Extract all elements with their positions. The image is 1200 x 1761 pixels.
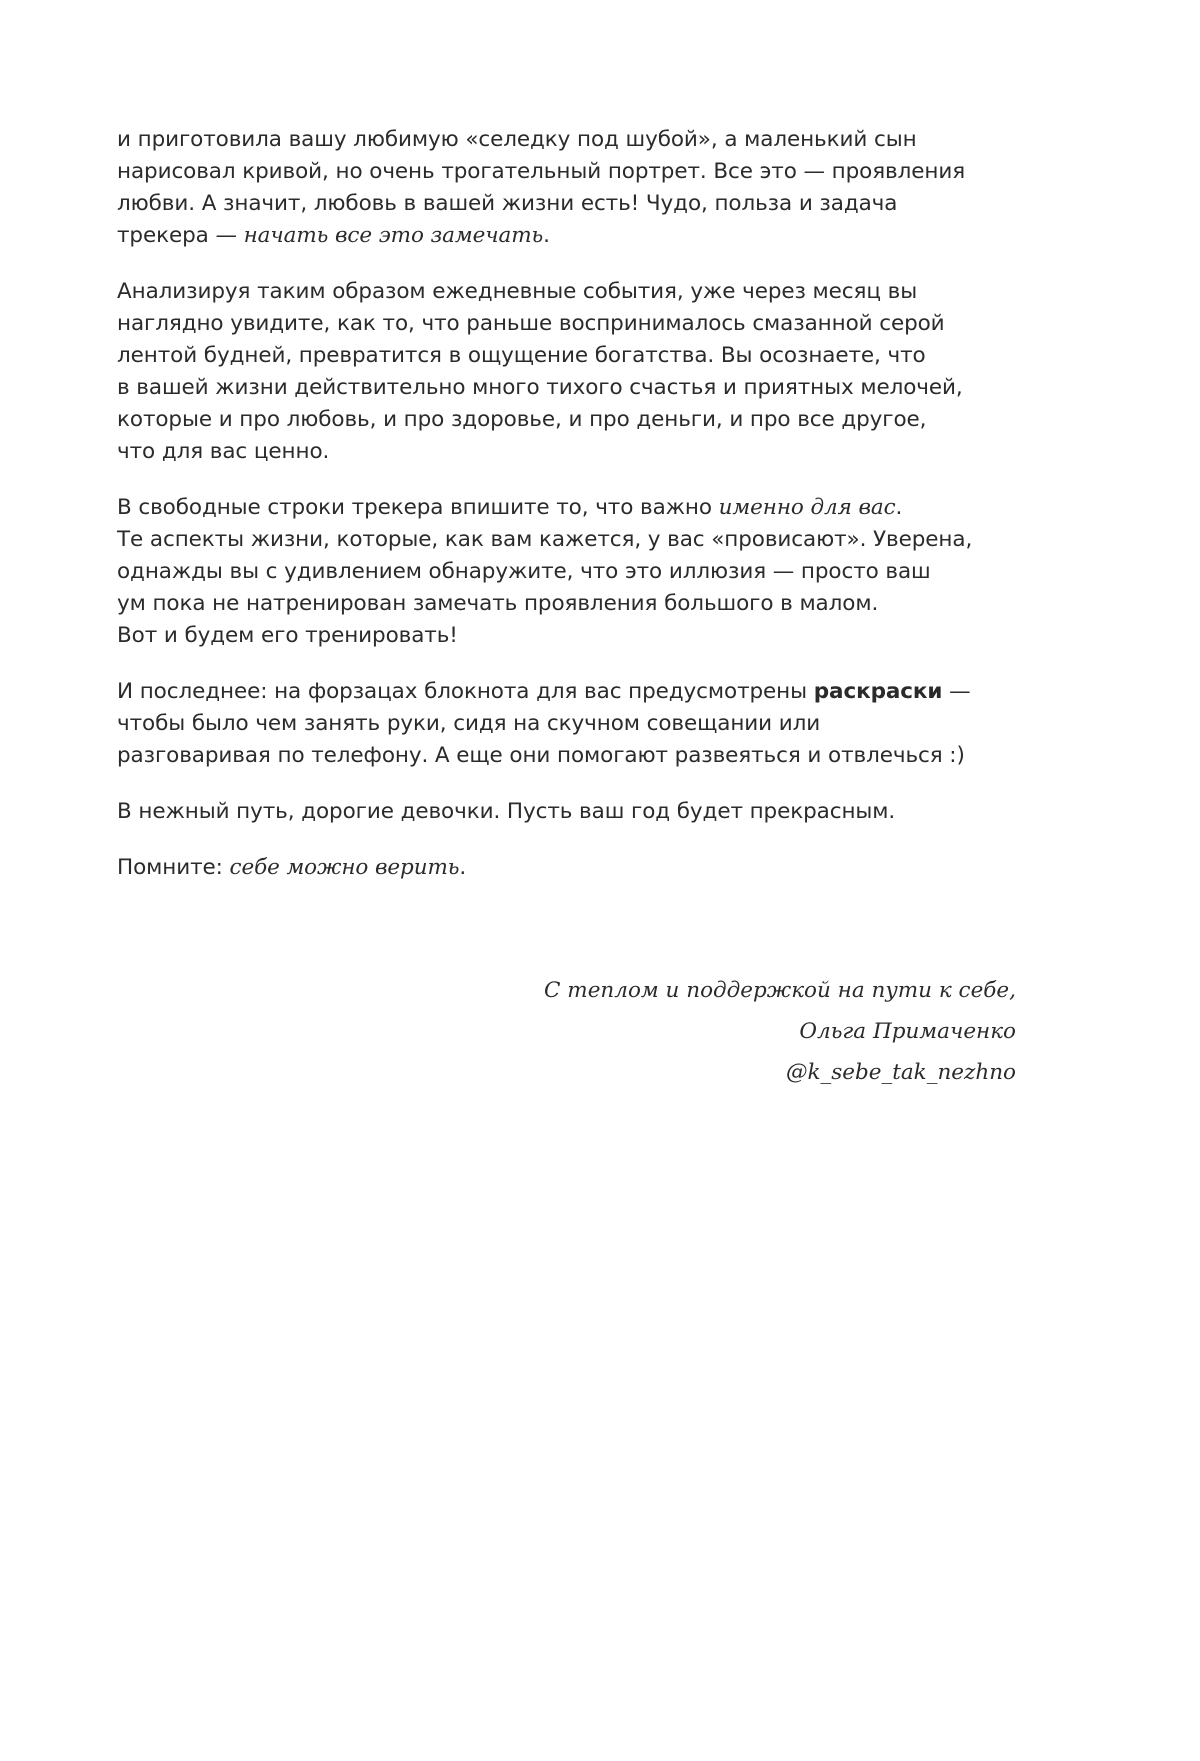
text-segment: . — [459, 855, 467, 880]
text-line — [117, 740, 1017, 772]
text-segment: трекера — — [117, 223, 244, 248]
text-line — [117, 588, 1017, 620]
text-line — [117, 220, 1017, 252]
text-segment: что для вас ценно. — [117, 439, 330, 464]
text-line — [117, 156, 1017, 188]
text-line — [117, 124, 1017, 156]
text-line — [117, 556, 1017, 588]
text-segment: . — [543, 223, 550, 248]
signature-block — [544, 970, 1016, 1093]
paragraph — [117, 276, 1017, 468]
text-line — [117, 796, 1017, 828]
text-segment: лентой будней, превратится в ощущение богатства. Вы осознаете, что — [117, 343, 926, 368]
emphasis-text: себе можно верить — [229, 855, 460, 880]
text-line — [117, 340, 1017, 372]
text-line — [117, 276, 1017, 308]
paragraph — [117, 492, 1017, 652]
text-segment: Помните: — [117, 855, 230, 880]
paragraph — [117, 124, 1017, 252]
text-line — [117, 524, 1017, 556]
text-segment: В свободные строки трекера впишите то, что важно — [117, 495, 719, 520]
text-line — [117, 436, 1017, 468]
text-line — [117, 404, 1017, 436]
text-line — [117, 188, 1017, 220]
text-line — [117, 852, 1017, 884]
emphasis-text: именно для вас — [718, 495, 896, 520]
text-segment: Анализируя таким образом ежедневные события, уже через месяц вы — [117, 279, 918, 304]
paragraph — [117, 796, 1017, 828]
text-line — [117, 676, 1017, 708]
emphasis-text: начать все это замечать — [243, 223, 544, 248]
text-segment: Вот и будем его тренировать! — [117, 623, 458, 648]
text-line — [117, 308, 1017, 340]
letter-body — [117, 124, 1017, 908]
text-segment: В нежный путь, дорогие девочки. Пусть ваш год будет прекрасным. — [117, 799, 896, 824]
text-segment: чтобы было чем занять руки, сидя на скучном совещании или — [117, 711, 821, 736]
text-segment: в вашей жизни действительно много тихого счастья и приятных мелочей, — [117, 375, 963, 400]
signature-handle: @k_sebe_tak_nezhno — [785, 1060, 1016, 1085]
text-segment: Те аспекты жизни, которые, как вам кажется, у вас «провисают». Уверена, — [117, 527, 973, 552]
text-segment: которые и про любовь, и про здоровье, и про деньги, и про все другое, — [117, 407, 927, 432]
text-segment: и приготовила вашу любимую «селедку под шубой», а маленький сын — [117, 127, 917, 152]
text-line — [117, 708, 1017, 740]
text-segment: наглядно увидите, как то, что раньше воспринималось смазанной серой — [117, 311, 945, 336]
text-segment: нарисовал кривой, но очень трогательный портрет. Все это — проявления — [117, 159, 966, 184]
text-line — [117, 492, 1017, 524]
bold-text: раскраски — [813, 679, 943, 704]
signature-closing: С теплом и поддержкой на пути к себе, — [544, 978, 1016, 1003]
text-line — [117, 372, 1017, 404]
text-segment: — — [942, 679, 971, 704]
text-segment: однажды вы с удивлением обнаружите, что это иллюзия — просто ваш — [117, 559, 931, 584]
text-segment: . — [895, 495, 903, 520]
text-segment: любви. А значит, любовь в вашей жизни есть! Чудо, польза и задача — [117, 191, 898, 216]
paragraph — [117, 676, 1017, 772]
paragraph — [117, 852, 1017, 884]
text-segment: ум пока не натренирован замечать проявления большого в малом. — [117, 591, 879, 616]
text-segment: И последнее: на форзацах блокнота для вас предусмотрены — [117, 679, 814, 704]
text-segment: разговаривая по телефону. А еще они помогают развеяться и отвлечься :) — [117, 743, 965, 768]
signature-author: Ольга Примаченко — [799, 1019, 1016, 1044]
text-line — [117, 620, 1017, 652]
